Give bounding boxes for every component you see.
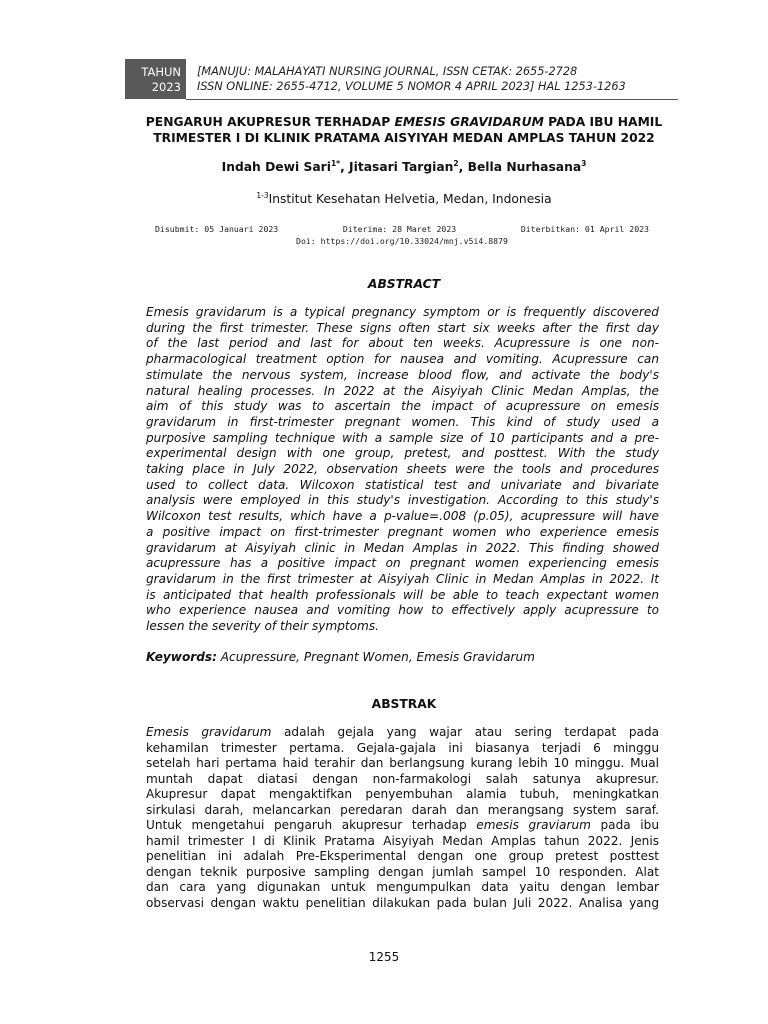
title-emphasis: EMESIS GRAVIDARUM — [394, 115, 544, 129]
abstrak-line: hamil trimester I di Klinik Pratama Aisyiyah Medan Amplas tahun 2022. Jenis — [146, 833, 659, 848]
year-badge-year: 2023 — [151, 80, 181, 94]
publication-dates — [155, 224, 649, 246]
abstract-line: stimulate the nervous system, increase blood flow, and activate the body's — [146, 367, 659, 382]
abstract-line: is anticipated that health professionals will be able to teach expectant women — [146, 587, 659, 602]
abstrak-emphasis: emesis graviarum — [476, 818, 591, 832]
abstrak-line-text: adalah gejala yang wajar atau sering terdapat pada — [271, 725, 659, 739]
year-badge-label: TAHUN — [141, 65, 181, 79]
date-published: Diterbitkan: 01 April 2023 — [520, 224, 649, 234]
year-badge — [125, 59, 186, 99]
abstrak-line: muntah dapat diatasi dengan non-farmakologi salah satunya akupresur. — [146, 771, 659, 786]
journal-header-line1: [MANUJU: MALAHAYATI NURSING JOURNAL, ISSN CETAK: 2655-2728 — [197, 65, 578, 78]
keywords-label: Keywords: — [146, 650, 217, 664]
abstract-line: experimental design with one group, pretest, and posttest. With the study — [146, 446, 659, 461]
date-accepted: Diterima: 28 Maret 2023 — [342, 224, 457, 234]
title-text: PENGARUH AKUPRESUR TERHADAP — [145, 115, 395, 129]
abstract-indonesian — [146, 725, 659, 911]
abstrak-line: penelitian ini adalah Pre-Eksperimental dengan one group pretest posttest — [146, 849, 659, 863]
author-1-sup: 1* — [330, 158, 341, 168]
abstrak-line: dengan teknik purposive sampling dengan jumlah sampel 10 responden. Alat — [146, 864, 659, 879]
abstrak-emphasis: Emesis gravidarum — [146, 725, 272, 739]
abstrak-line — [146, 725, 659, 741]
affiliation-sup: 1-3 — [256, 190, 269, 200]
author-2: , Jitasari Targian — [340, 160, 454, 174]
keywords — [146, 650, 535, 664]
page-number: 1255 — [368, 950, 400, 964]
abstract-line: who experience nausea and vomiting how to effectively apply acupressure to — [146, 603, 659, 618]
author-list — [140, 160, 668, 174]
abstrak-line: setelah hari pertama haid terahir dan berlangsung kurang lebih 10 minggu. Mual — [146, 756, 659, 770]
abstract-line: aim of this study was to ascertain the impact of acupressure on emesis — [146, 399, 659, 414]
author-2-sup: 2 — [453, 158, 459, 168]
abstract-line: during the first trimester. These signs often start six weeks after the first day — [146, 320, 659, 335]
journal-header — [197, 65, 626, 94]
abstrak-line-text: pada ibu — [590, 818, 659, 832]
header-divider — [186, 99, 678, 100]
paper-title-line2: TRIMESTER I DI KLINIK PRATAMA AISYIYAH MEDAN AMPLAS TAHUN 2022 — [153, 131, 655, 145]
abstract-line: purposive sampling technique with a sample size of 10 participants and a pre- — [146, 430, 659, 445]
title-text-end: PADA IBU HAMIL — [543, 115, 663, 129]
date-submitted: Disubmit: 05 Januari 2023 — [155, 224, 279, 234]
abstrak-line: observasi dengan waktu penelitian dilakukan pada bulan Juli 2022. Analisa yang — [146, 895, 659, 910]
abstract-line: taking place in July 2022, observation sheets were the tools and procedures — [146, 462, 659, 477]
abstrak-line-text: Untuk mengetahui pengaruh akupresur terhadap — [146, 818, 477, 832]
affiliation-text: Institut Kesehatan Helvetia, Medan, Indonesia — [268, 192, 552, 206]
abstract-line: of the last period and last for about ten weeks. Acupressure is one non- — [146, 336, 659, 351]
abstract-line: gravidarum in first-trimester pregnant women. This kind of study used a — [146, 414, 659, 429]
abstrak-heading: ABSTRAK — [371, 697, 437, 711]
abstract-english — [146, 305, 659, 635]
abstract-line: gravidarum in the first trimester at Aisyiyah Clinic in Medan Amplas in 2022. It — [146, 571, 659, 586]
abstrak-line: Akupresur dapat mengaktifkan penyembuhan alamia tubuh, meningkatkan — [146, 787, 659, 801]
author-3: , Bella Nurhasana — [458, 160, 582, 174]
abstract-line: pharmacological treatment option for nausea and vomiting. Acupressure can — [146, 352, 659, 367]
abstract-line: analysis were employed in this study's investigation. According to this study's — [146, 493, 659, 508]
abstrak-line: kehamilan trimester pertama. Gejala-gajala ini biasanya terjadi 6 minggu — [146, 740, 659, 755]
abstrak-line: dan cara yang digunakan untuk mengumpulkan data yaitu dengan lembar — [146, 880, 659, 894]
abstract-line: Emesis gravidarum is a typical pregnancy symptom or is frequently discovered — [146, 305, 659, 319]
doi-link[interactable]: Doi: https://doi.org/10.33024/mnj.v5i4.8879 — [296, 236, 508, 246]
author-1: Indah Dewi Sari — [221, 160, 331, 174]
abstract-heading: ABSTRACT — [367, 277, 441, 291]
journal-header-line2: ISSN ONLINE: 2655-4712, VOLUME 5 NOMOR 4 APRIL 2023] HAL 1253-1263 — [197, 79, 626, 93]
abstract-line: gravidarum at Aisyiyah clinic in Medan Amplas in 2022. This finding showed — [146, 540, 659, 555]
abstract-line: lessen the severity of their symptoms. — [146, 619, 379, 634]
affiliation — [140, 192, 668, 206]
abstract-line: Wilcoxon test results, which have a p-value=.008 (p.05), acupressure will have — [146, 509, 659, 524]
paper-title-line1 — [140, 114, 668, 130]
abstract-line: acupressure has a positive impact on pregnant women experiencing emesis — [146, 556, 659, 571]
author-3-sup: 3 — [581, 158, 587, 168]
abstract-line: used to collect data. Wilcoxon statistical test and univariate and bivariate — [146, 477, 659, 492]
abstrak-line — [146, 818, 659, 834]
abstract-line: a positive impact on first-trimester pregnant women who experience emesis — [146, 524, 659, 539]
paper-title — [140, 114, 668, 146]
abstract-line: natural healing processes. In 2022 at the Aisyiyah Clinic Medan Amplas, the — [146, 383, 659, 398]
abstrak-line: sirkulasi darah, melancarkan peredaran darah dan merangsang system saraf. — [146, 802, 659, 817]
keywords-text: Acupressure, Pregnant Women, Emesis Gravidarum — [216, 650, 535, 664]
